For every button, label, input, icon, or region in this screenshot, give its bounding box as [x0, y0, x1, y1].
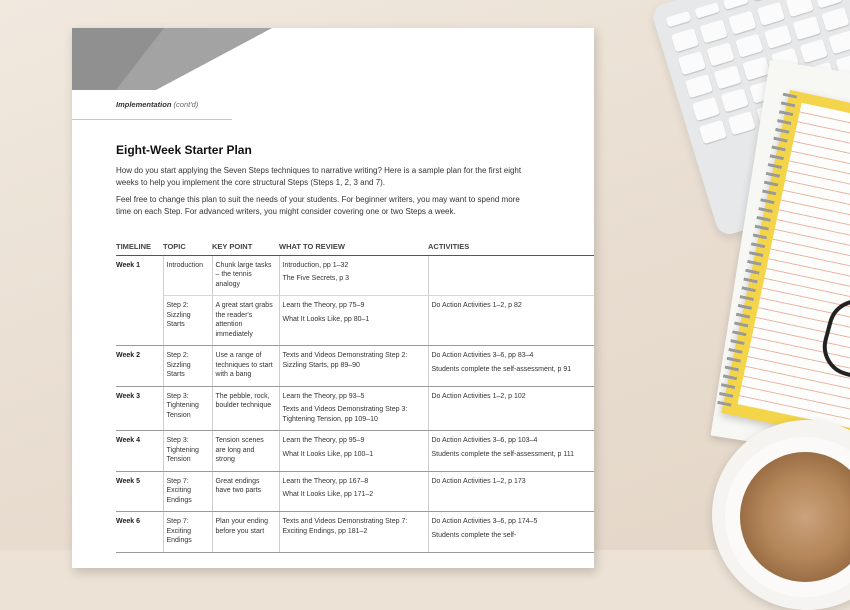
table-row — [116, 346, 594, 387]
key-point-cell: Plan your ending before you start — [212, 512, 279, 553]
topic-cell: Step 2: Sizzling Starts — [163, 296, 212, 346]
table-row — [116, 296, 594, 346]
key-point-cell: The pebble, rock, boulder technique — [212, 386, 279, 431]
table-row — [116, 255, 594, 296]
page-title: Eight-Week Starter Plan — [116, 143, 252, 157]
timeline-cell — [116, 296, 163, 346]
topic-cell: Step 2: Sizzling Starts — [163, 346, 212, 387]
activity-item: Do Action Activities 1–2, p 173 — [431, 477, 526, 485]
key-point-cell: Chunk large tasks – the tennis analogy — [212, 255, 279, 296]
activity-item: Do Action Activities 3–6, pp 103–4 — [431, 437, 538, 444]
review-item: Texts and Videos Demonstrating Step 7: Exciting Endings, pp 181–2 — [282, 518, 408, 535]
column-header: TIMELINE — [116, 240, 163, 255]
activities-cell — [428, 296, 594, 346]
activities-cell — [428, 431, 594, 472]
key-point-cell: Great endings have two parts — [212, 471, 279, 512]
key-point-cell: A great start grabs the reader's attention immediately — [212, 296, 279, 346]
column-header: KEY POINT — [212, 240, 279, 255]
column-header: ACTIVITIES — [428, 240, 594, 255]
activity-item: Do Action Activities 1–2, p 102 — [431, 392, 526, 400]
timeline-cell: Week 6 — [116, 512, 163, 553]
timeline-cell: Week 4 — [116, 431, 163, 472]
running-head — [116, 100, 198, 109]
table-header-row — [116, 240, 594, 255]
activities-cell — [428, 255, 594, 296]
review-item: Texts and Videos Demonstrating Step 2: Sizzling Starts, pp 89–90 — [282, 352, 408, 369]
review-item: Learn the Theory, pp 95–9 — [282, 437, 365, 444]
review-cell — [279, 255, 428, 296]
key-point-cell: Use a range of techniques to start with a bang — [212, 346, 279, 387]
activities-cell — [428, 386, 594, 431]
activity-item: Do Action Activities 3–6, pp 83–4 — [431, 352, 534, 359]
activity-item: Students complete the self-assessment, p 91 — [431, 365, 572, 373]
table-row — [116, 386, 594, 431]
review-cell — [279, 431, 428, 472]
topic-cell: Step 3: Tightening Tension — [163, 431, 212, 472]
topic-cell: Step 7: Exciting Endings — [163, 471, 212, 512]
activity-item: Do Action Activities 3–6, pp 174–5 — [431, 518, 538, 525]
activities-cell — [428, 346, 594, 387]
timeline-cell: Week 5 — [116, 471, 163, 512]
document-page — [72, 28, 594, 568]
activity-item: Students complete the self- — [431, 531, 517, 539]
table-row — [116, 431, 594, 472]
activity-item: Students complete the self-assessment, p 111 — [431, 450, 575, 458]
table-row — [116, 471, 594, 512]
review-cell — [279, 346, 428, 387]
activities-cell — [428, 471, 594, 512]
review-item: The Five Secrets, p 3 — [282, 275, 350, 282]
column-header: WHAT TO REVIEW — [279, 240, 428, 255]
review-item: What It Looks Like, pp 80–1 — [282, 315, 370, 323]
review-item: Texts and Videos Demonstrating Step 3: Tightening Tension, pp 109–10 — [282, 406, 408, 423]
table-row — [116, 512, 594, 553]
review-item: What It Looks Like, pp 171–2 — [282, 491, 374, 498]
intro-paragraph: How do you start applying the Seven Steps techniques to narrative writing? Here is a sample plan for the first eight weeks to help you implement the core structural Steps (Steps 1, 2, 3 and 7). — [116, 166, 522, 187]
running-head-section: Implementation — [116, 100, 172, 109]
review-cell — [279, 386, 428, 431]
header-rule — [72, 119, 232, 120]
review-cell — [279, 296, 428, 346]
timeline-cell: Week 2 — [116, 346, 163, 387]
topic-cell: Step 3: Tightening Tension — [163, 386, 212, 431]
topic-cell: Introduction — [163, 255, 212, 296]
timeline-cell: Week 1 — [116, 261, 140, 269]
column-header: TOPIC — [163, 240, 212, 255]
review-item: Learn the Theory, pp 93–5 — [282, 392, 365, 400]
running-head-note: (cont'd) — [173, 100, 199, 109]
intro-paragraph: Feel free to change this plan to suit the needs of your students. For beginner writers, you may want to spend more time on each Step. For advanced writers, you might consider covering one or two Steps a week. — [116, 195, 520, 216]
review-item: What It Looks Like, pp 100–1 — [282, 450, 374, 458]
key-point-cell: Tension scenes are long and strong — [212, 431, 279, 472]
table-body — [116, 255, 594, 552]
review-item: Learn the Theory, pp 75–9 — [282, 302, 365, 309]
timeline-cell: Week 3 — [116, 386, 163, 431]
review-item: Introduction, pp 1–32 — [282, 261, 349, 269]
starter-plan-table — [116, 240, 594, 553]
review-cell — [279, 512, 428, 553]
activity-item: Do Action Activities 1–2, p 82 — [431, 302, 522, 309]
review-cell — [279, 471, 428, 512]
review-item: Learn the Theory, pp 167–8 — [282, 477, 369, 485]
topic-cell: Step 7: Exciting Endings — [163, 512, 212, 553]
activities-cell — [428, 512, 594, 553]
